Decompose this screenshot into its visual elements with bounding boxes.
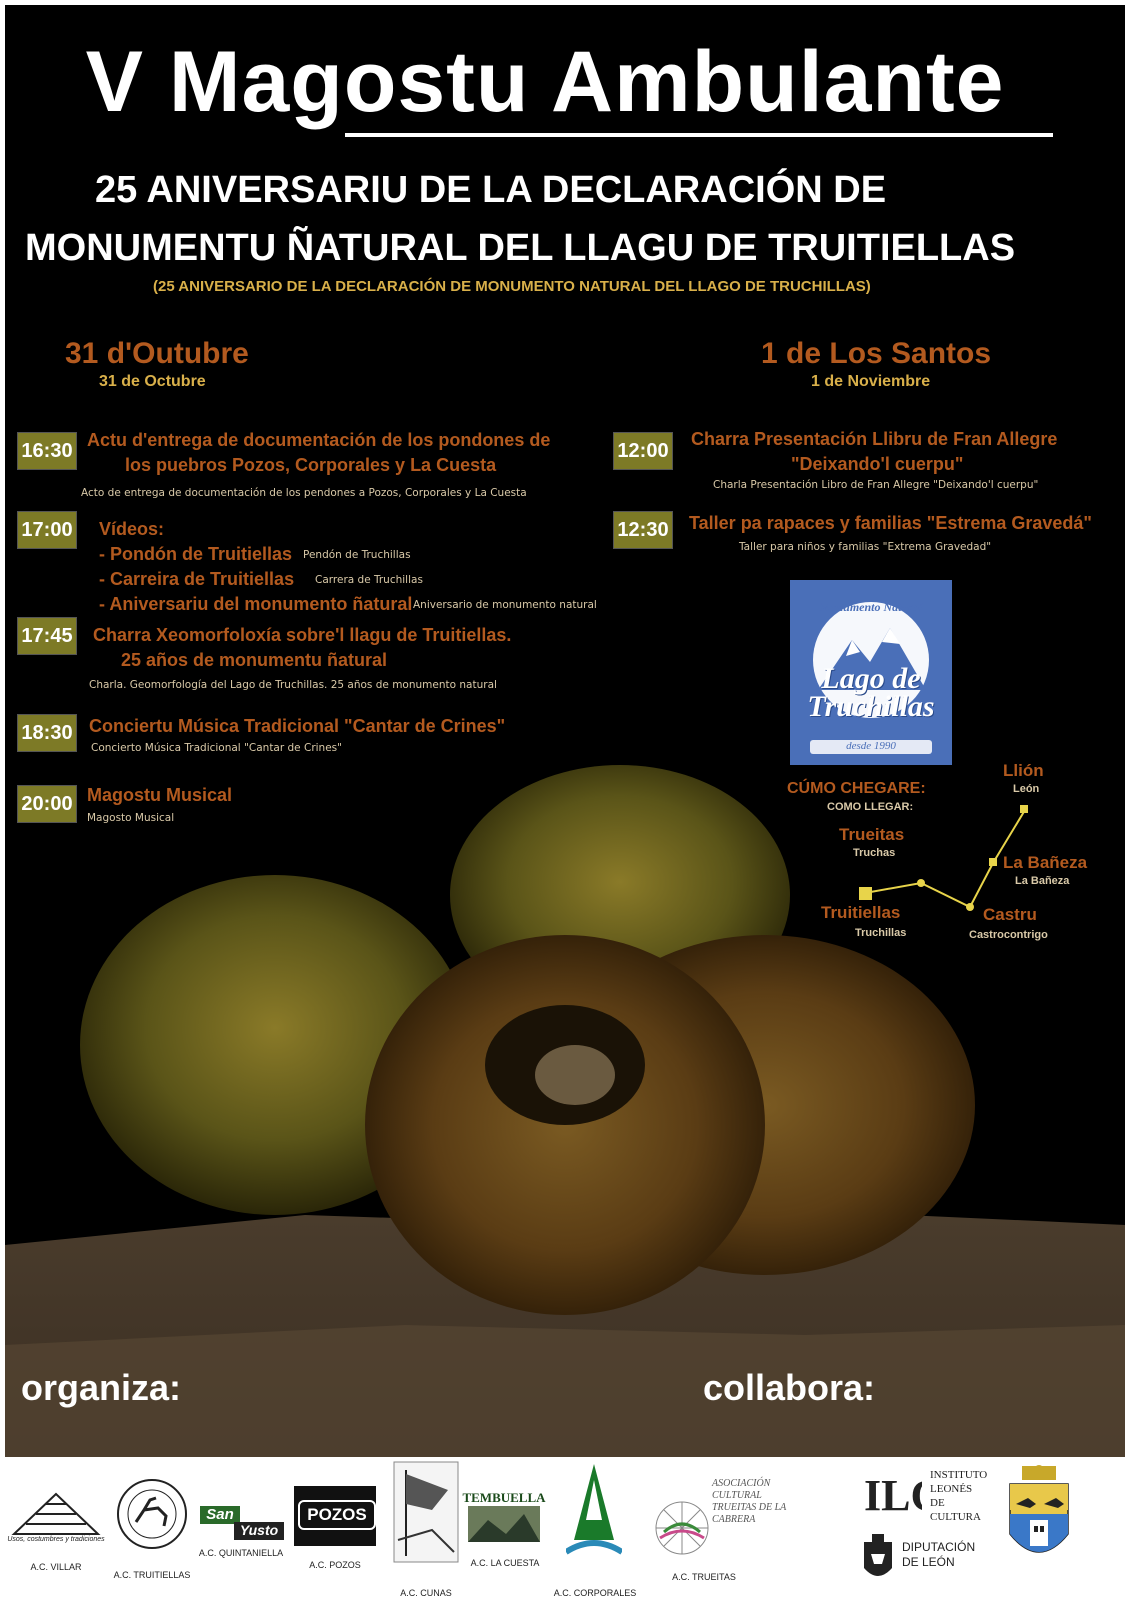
logo-caption: A.C. POZOS xyxy=(309,1560,361,1570)
time-badge: 12:30 xyxy=(613,511,673,549)
map-place-translation: La Bañeza xyxy=(1015,875,1070,887)
map-place-translation: Truchillas xyxy=(855,927,907,939)
page-title: V Magostu Ambulante xyxy=(85,34,1005,130)
event-title: Actu d'entrega de documentación de los pondones de xyxy=(87,430,551,450)
video-item: - Aniversariu del monumento ñatural xyxy=(99,594,413,614)
municipal-coat-of-arms xyxy=(1004,1464,1074,1572)
logo-text: TEMBUELLA xyxy=(462,1490,546,1505)
map-place-translation: Castrocontrigo xyxy=(969,929,1048,941)
event-title: los puebros Pozos, Corporales y La Cuesta xyxy=(125,455,497,475)
logo-caption: A.C. CORPORALES xyxy=(553,1588,637,1598)
lake-logo-name2: Truchillas xyxy=(807,690,935,723)
ilc-logo xyxy=(864,1468,988,1523)
event-translation: Taller para niños y familias "Extrema Gravedad" xyxy=(739,541,992,553)
flag-icon xyxy=(392,1460,460,1564)
map-place: Castru xyxy=(983,905,1037,924)
logo-text-line: DIPUTACIÓN xyxy=(902,1540,976,1554)
video-item-translation: Aniversario de monumento natural xyxy=(413,599,597,611)
san-yusto-logo xyxy=(200,1506,284,1542)
trueitas-logo xyxy=(644,1472,804,1560)
map-subtitle: COMO LLEGAR: xyxy=(827,801,914,813)
video-item: - Pondón de Truitiellas xyxy=(99,544,293,564)
villar-logo xyxy=(6,1490,106,1550)
collabora-label: collabora: xyxy=(703,1367,876,1408)
lake-logo-since: desde 1990 xyxy=(846,740,896,752)
logo-text: POZOS xyxy=(298,1500,376,1530)
mountain-river-icon xyxy=(566,1460,622,1564)
video-item-translation: Pendón de Truchillas xyxy=(303,549,411,561)
event-title: 25 años de monumentu ñatural xyxy=(121,650,388,670)
logo-text-line: INSTITUTO xyxy=(930,1469,988,1481)
map-place: Truitiellas xyxy=(821,903,901,922)
cunas-logo xyxy=(392,1460,460,1564)
logo-caption: A.C. LA CUESTA xyxy=(470,1558,540,1568)
time-badge: 17:45 xyxy=(17,617,77,655)
event-translation: Charla Presentación Libro de Fran Allegre "Deixando'l cuerpu" xyxy=(713,479,1039,491)
logo-text: ASOCIACIÓN CULTURAL TRUEITAS DE LA CABRERA xyxy=(712,1478,787,1525)
day2-title: 1 de Los Santos xyxy=(761,337,992,370)
event-translation: Concierto Música Tradicional "Cantar de Crines" xyxy=(91,742,342,754)
map-place: Trueitas xyxy=(839,825,905,844)
diputacion-logo xyxy=(862,1534,982,1592)
coat-of-arms-icon xyxy=(1004,1464,1074,1572)
landscape-icon xyxy=(468,1506,540,1542)
map-place: Llión xyxy=(1003,761,1044,780)
corporales-logo xyxy=(566,1460,622,1564)
event-title: Charra Xeomorfoloxía sobre'l llagu de Truitiellas. xyxy=(93,625,512,645)
event-title: Taller pa rapaces y familias "Estrema Gravedá" xyxy=(689,513,1092,533)
poster xyxy=(5,5,1125,1457)
pozos-logo xyxy=(294,1486,376,1546)
day1-subtitle: 31 de Octubre xyxy=(99,373,206,390)
event-title: Magostu Musical xyxy=(87,785,233,805)
map-place: La Bañeza xyxy=(1003,853,1088,872)
logo-text xyxy=(930,1468,987,1524)
event-translation: Acto de entrega de documentación de los pendones a Pozos, Corporales y La Cuesta xyxy=(81,487,527,499)
logo-text-line: LEONÉS DE xyxy=(930,1483,973,1509)
event-title: Vídeos: xyxy=(99,519,165,539)
subtitle-line-1: 25 ANIVERSARIU DE LA DECLARACIÓN DE xyxy=(95,169,887,211)
logo-text: Yusto xyxy=(234,1522,284,1540)
day1-title: 31 d'Outubre xyxy=(65,337,249,370)
time-badge: 16:30 xyxy=(17,432,77,470)
logo-caption: A.C. VILLAR xyxy=(30,1562,82,1572)
shield-icon xyxy=(862,1534,894,1586)
logo-caption: A.C. TRUEITAS xyxy=(672,1572,736,1582)
organiza-label: organiza: xyxy=(21,1367,182,1408)
map-title: CÚMO CHEGARE: xyxy=(787,780,926,797)
logo-caption: A.C. TRUITIELLAS xyxy=(113,1570,191,1580)
time-badge: 20:00 xyxy=(17,785,77,823)
pyramid-icon xyxy=(6,1490,106,1540)
logo-text-line: CULTURA xyxy=(930,1511,981,1523)
logo-text xyxy=(902,1540,975,1570)
time-badge: 17:00 xyxy=(17,511,77,549)
map-place-translation: León xyxy=(1013,783,1040,795)
lake-truchillas-logo xyxy=(790,580,952,765)
day2-subtitle: 1 de Noviembre xyxy=(811,373,931,390)
event-title: Charra Presentación Llibru de Fran Allegre xyxy=(691,429,1058,449)
time-badge: 18:30 xyxy=(17,714,77,752)
truitiellas-logo xyxy=(114,1476,190,1552)
logo-text: San xyxy=(200,1506,240,1524)
lake-logo-top: Monumento Natural xyxy=(819,600,923,614)
event-translation: Charla. Geomorfología del Lago de Truchillas. 25 años de monumento natural xyxy=(89,679,497,691)
map-place-translation: Truchas xyxy=(853,847,896,859)
la-cuesta-logo xyxy=(462,1490,546,1542)
logo-caption: A.C. CUNAS xyxy=(400,1588,452,1598)
svg-text:ILC: IL xyxy=(864,1471,911,1518)
lake-logo-name1: Lago de xyxy=(821,662,921,695)
sponsor-logos xyxy=(0,1460,1132,1600)
subtitle-translation: (25 ANIVERSARIO DE LA DECLARACIÓN DE MONUMENTO NATURAL DEL LLAGO DE TRUCHILLAS) xyxy=(153,278,871,295)
title-underline xyxy=(345,133,1053,137)
video-item: - Carreira de Truitiellas xyxy=(99,569,295,589)
ilc-icon xyxy=(864,1468,922,1518)
logo-caption: A.C. QUINTANIELLA xyxy=(198,1548,284,1558)
time-badge: 12:00 xyxy=(613,432,673,470)
event-translation: Magosto Musical xyxy=(87,812,175,824)
event-title: "Deixando'l cuerpu" xyxy=(791,454,964,474)
subtitle-line-2: MONUMENTU ÑATURAL DEL LLAGU DE TRUITIELLAS xyxy=(25,227,1016,269)
video-item-translation: Carrera de Truchillas xyxy=(315,574,423,586)
logo-text: Usos, costumbres y tradiciones xyxy=(7,1536,105,1543)
event-title: Conciertu Música Tradicional "Cantar de Crines" xyxy=(89,716,506,736)
logo-text-line: DE LEÓN xyxy=(902,1555,955,1569)
horse-rider-icon xyxy=(114,1476,190,1552)
